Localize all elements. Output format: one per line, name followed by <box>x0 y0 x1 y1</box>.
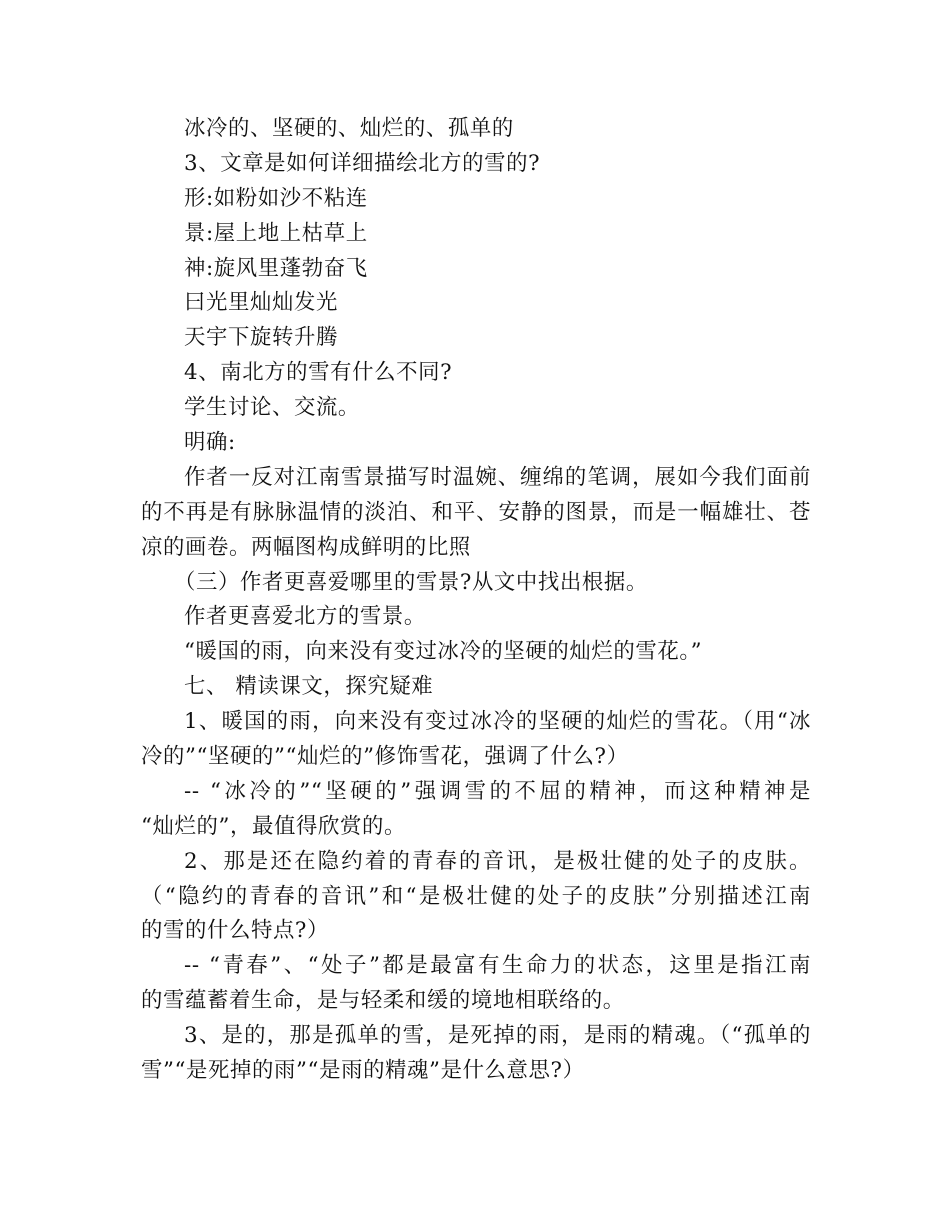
text-line: （“隐约的青春的音讯”和“是极壮健的处子的皮肤”分别描述江南 <box>141 883 811 909</box>
text-line: -- “青春”、“处子”都是最富有生命力的状态，这里是指江南 <box>184 953 811 979</box>
document-page <box>141 112 811 1089</box>
text-line: 雪”“是死掉的雨”“是雨的精魂”是什么意思?） <box>141 1058 585 1084</box>
text-line: 学生讨论、交流。 <box>184 395 360 421</box>
text-line: 景:屋上地上枯草上 <box>184 220 368 246</box>
text-line: 2、那是还在隐约着的青春的音讯，是极壮健的处子的皮肤。 <box>184 848 811 874</box>
text-line: （三）作者更喜爱哪里的雪景?从文中找出根据。 <box>174 569 648 595</box>
text-line: 4、南北方的雪有什么不同? <box>184 360 453 386</box>
text-line: 作者一反对江南雪景描写时温婉、缠绵的笔调，展如今我们面前 <box>184 464 811 490</box>
text-line: 1、暖国的雨，向来没有变过冰冷的坚硬的灿烂的雪花。（用“冰 <box>184 709 811 735</box>
text-line: 明确: <box>184 430 236 456</box>
text-line: 作者更喜爱北方的雪景。 <box>184 604 426 630</box>
text-line: 的雪蕴蓄着生命，是与轻柔和缓的境地相联络的。 <box>141 988 625 1014</box>
text-line: 3、文章是如何详细描绘北方的雪的? <box>184 150 541 176</box>
text-line: “灿烂的”，最值得欣赏的。 <box>141 813 406 839</box>
text-line: 的雪的什么特点?） <box>141 918 329 944</box>
text-line: 3、是的，那是孤单的雪，是死掉的雨，是雨的精魂。（“孤单的 <box>184 1023 811 1049</box>
text-line: 凉的画卷。两幅图构成鲜明的比照 <box>141 534 471 560</box>
text-line: 冰冷的、坚硬的、灿烂的、孤单的 <box>184 116 514 141</box>
text-line: “暖国的雨，向来没有变过冰冷的坚硬的灿烂的雪花。” <box>184 639 703 665</box>
text-line: 的不再是有脉脉温情的淡泊、和平、安静的图景，而是一幅雄壮、苍 <box>141 499 811 525</box>
text-line: 形:如粉如沙不粘连 <box>184 185 368 211</box>
text-line: 冷的”“坚硬的”“灿烂的”修饰雪花，强调了什么?） <box>141 744 629 770</box>
text-line: 曰光里灿灿发光 <box>184 290 338 316</box>
text-line: -- “冰冷的”“坚硬的”强调雪的不屈的精神，而这种精神是 <box>184 778 811 804</box>
text-line: 神:旋风里蓬勃奋飞 <box>184 255 368 281</box>
text-line: 七、 精读课文，探究疑难 <box>184 674 434 700</box>
text-line: 天宇下旋转升腾 <box>184 325 338 351</box>
